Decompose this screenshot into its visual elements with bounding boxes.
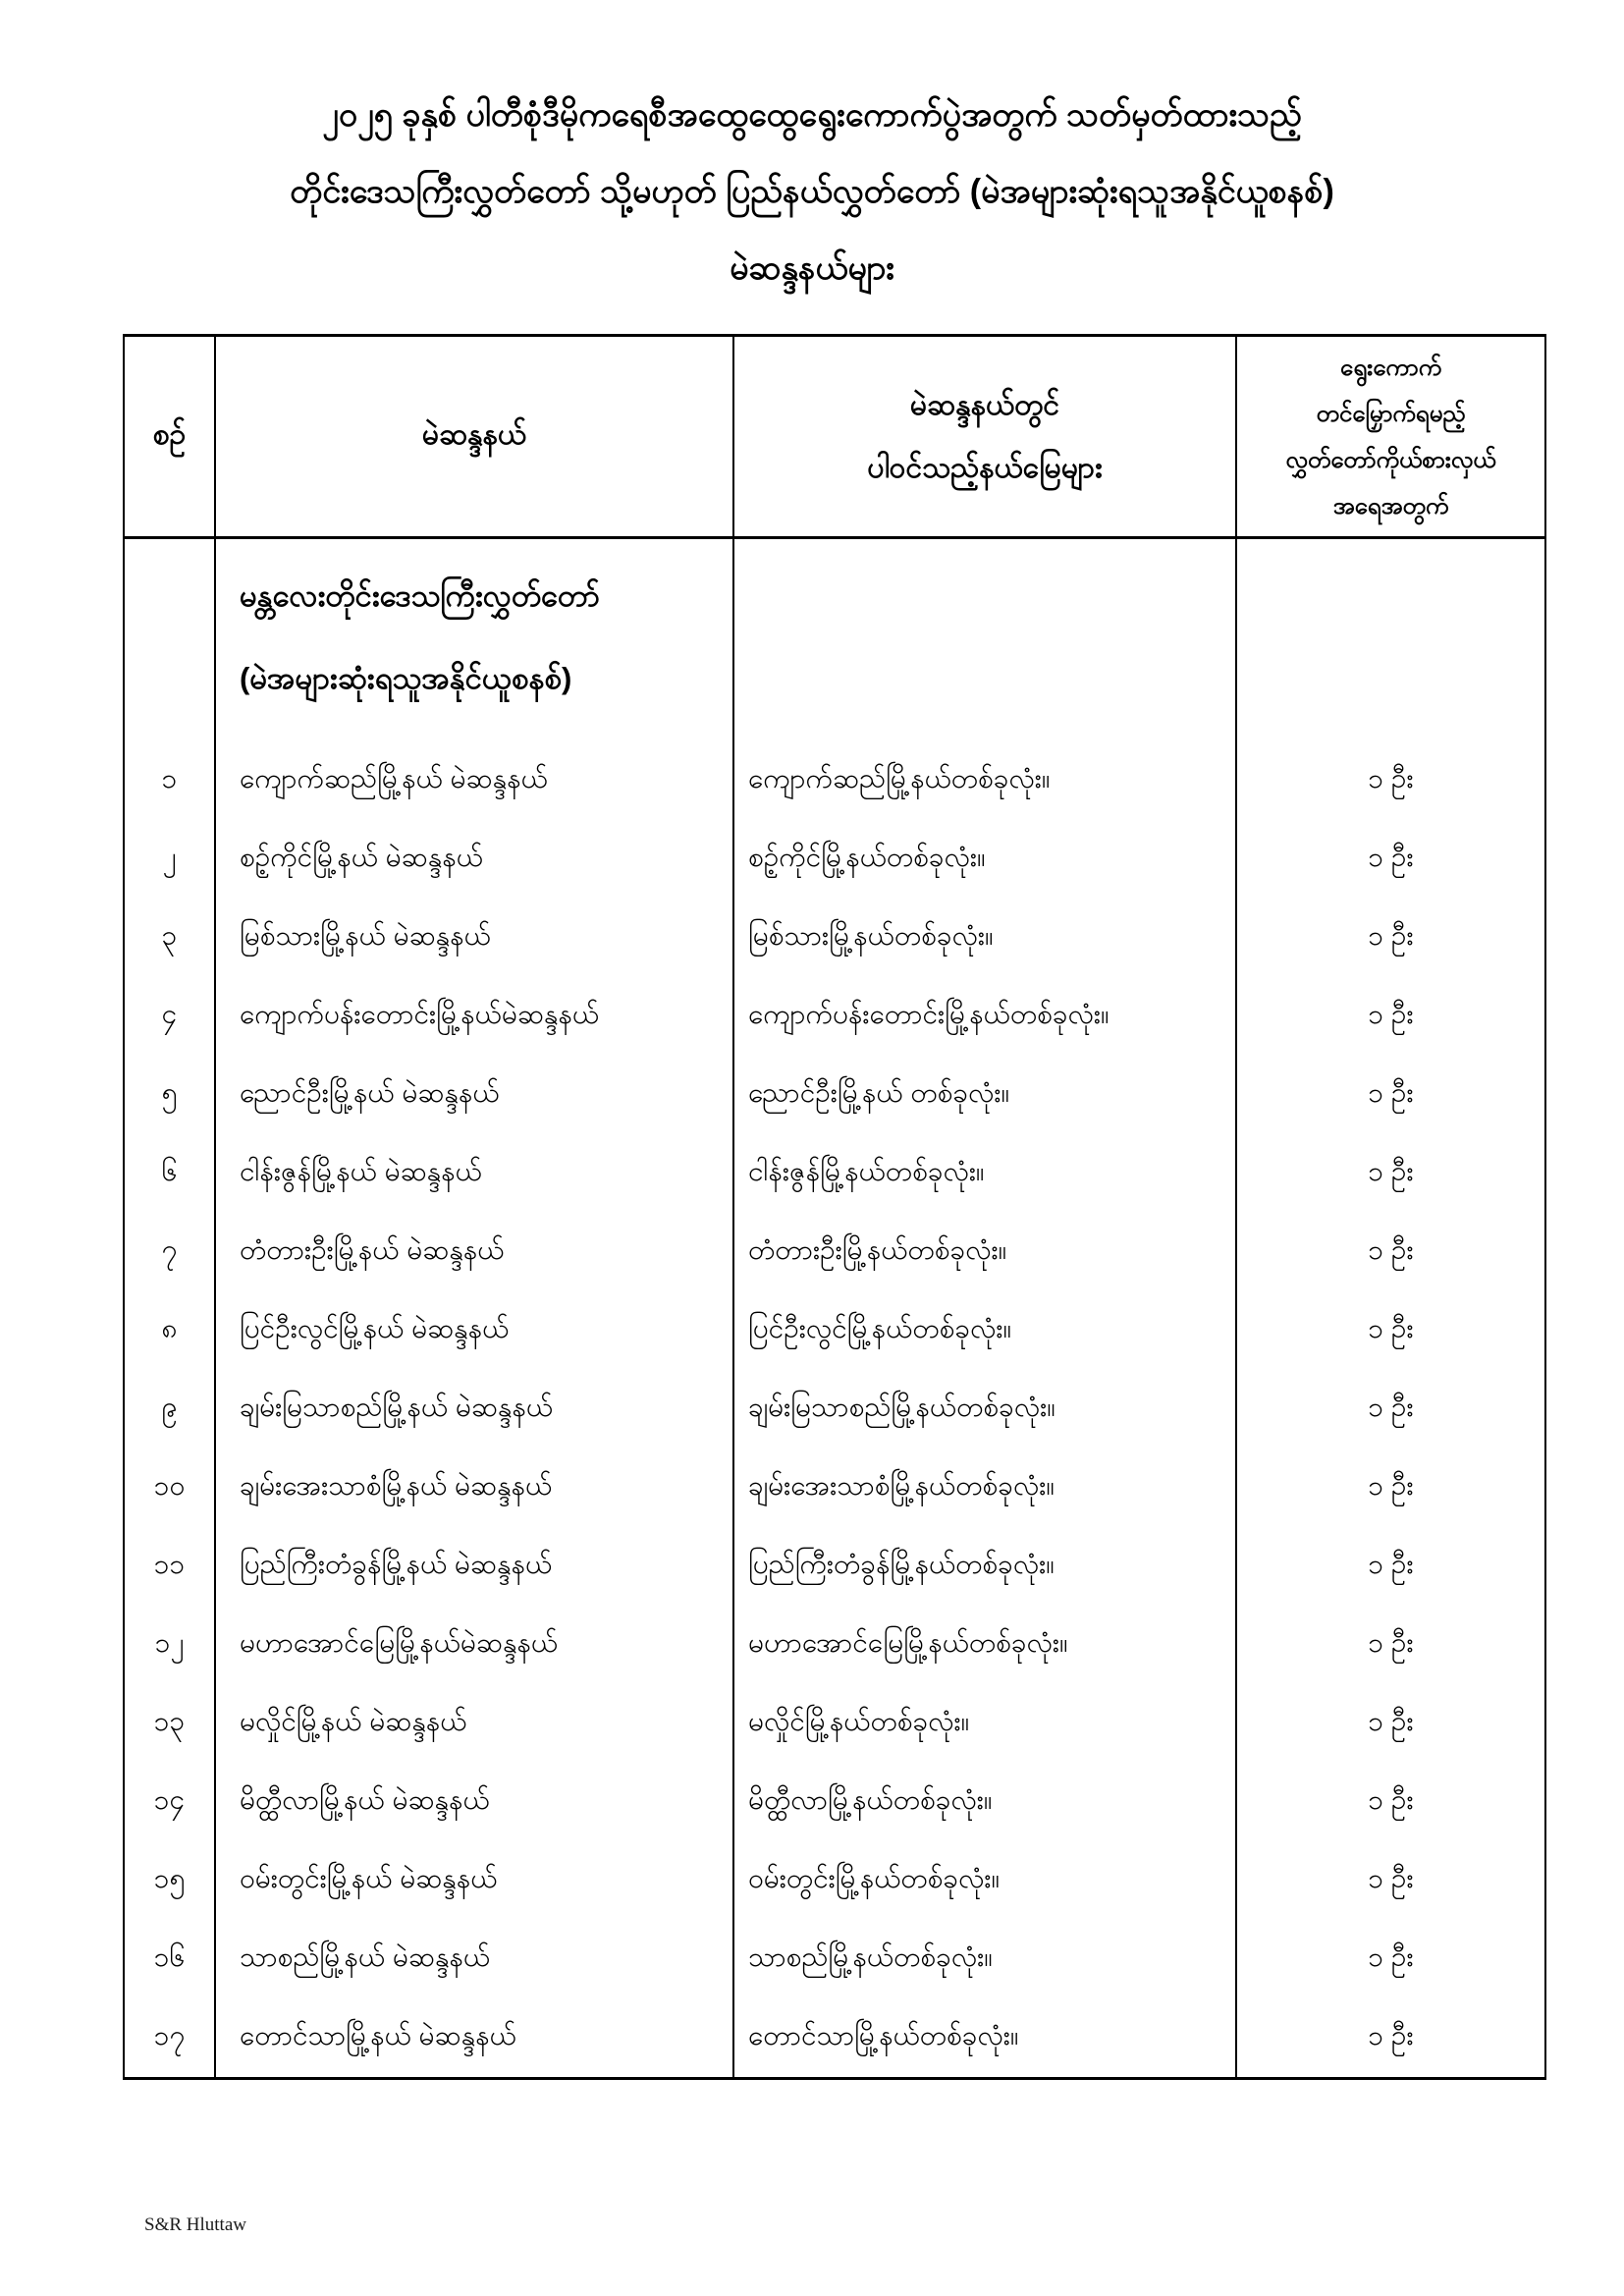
representative-count: ၁ ဦး: [1368, 1156, 1414, 1186]
included-areas-text: မဟာအောင်မြေမြို့နယ်တစ်ခုလုံး။: [748, 1627, 1068, 1658]
representative-count-cell: [1235, 977, 1544, 1056]
row-number: ၁၂: [154, 1627, 185, 1658]
row-number: ၁၇: [153, 2020, 186, 2050]
header-constituency: [214, 337, 732, 539]
representative-count-cell: [1235, 1763, 1544, 1841]
representative-count-cell: [1235, 1370, 1544, 1449]
representative-count: ၁ ဦး: [1368, 842, 1414, 872]
included-areas-text: ဝမ်းတွင်းမြို့နယ်တစ်ခုလုံး။: [748, 1863, 1001, 1893]
representative-count: ၁ ဦး: [1368, 1627, 1414, 1658]
included-areas-text: တောင်သာမြို့နယ်တစ်ခုလုံး။: [748, 2020, 1019, 2050]
constituency-cell: [214, 1370, 732, 1449]
constituency-name: တံတားဦးမြို့နယ် မဲဆန္ဒနယ်: [240, 1234, 505, 1265]
constituency-name: ဝမ်းတွင်းမြို့နယ် မဲဆန္ဒနယ်: [240, 1863, 498, 1893]
section-heading-line1: မန္တလေးတိုင်းဒေသကြီးလွှတ်တော်: [240, 578, 600, 613]
representative-count: ၁ ဦး: [1368, 1470, 1414, 1501]
constituency-cell: [214, 820, 732, 899]
representative-count: ၁ ဦး: [1368, 1077, 1414, 1108]
representative-count-cell: [1235, 1449, 1544, 1527]
header-reps-line4: အရေအတွက်: [1332, 492, 1449, 519]
row-number: ၁၃: [153, 1706, 186, 1736]
section-heading-line2: (မဲအများဆုံးရသူအနိုင်ယူစနစ်): [240, 661, 572, 695]
representative-count: ၁ ဦး: [1368, 1863, 1414, 1893]
constituency-name: ပြည်ကြီးတံခွန်မြို့နယ် မဲဆန္ဒနယ်: [240, 1549, 553, 1579]
representative-count: ၁ ဦး: [1368, 920, 1414, 951]
row-number-cell: [125, 1527, 214, 1606]
representative-count: ၁ ဦး: [1368, 1234, 1414, 1265]
section-heading-areas-cell: [732, 539, 1235, 741]
included-areas-text: ကျောက်ပန်းတောင်းမြို့နယ်တစ်ခုလုံး။: [748, 999, 1110, 1029]
representative-count-cell: [1235, 1684, 1544, 1763]
constituency-cell: [214, 1134, 732, 1213]
representative-count-cell: [1235, 1056, 1544, 1134]
included-areas-cell: [732, 1920, 1235, 1998]
row-number-cell: [125, 1763, 214, 1841]
row-number: ၁၄: [153, 1784, 186, 1815]
constituency-table: [123, 334, 1546, 2080]
representative-count: ၁ ဦး: [1368, 999, 1414, 1029]
included-areas-cell: [732, 1291, 1235, 1370]
constituency-cell: [214, 1056, 732, 1134]
row-number-cell: [125, 1841, 214, 1920]
constituency-cell: [214, 1449, 732, 1527]
row-number-cell: [125, 1213, 214, 1291]
row-number: ၁၀: [153, 1470, 186, 1501]
representative-count: ၁ ဦး: [1368, 1941, 1414, 1972]
title-line-1: ၂၀၂၅ ခုနှစ် ပါတီစုံဒီမိုကရေစီအထွေထွေရွေးကောက်ပွဲအတွက် သတ်မှတ်ထားသည့်: [322, 96, 1302, 134]
included-areas-text: ပြည်ကြီးတံခွန်မြို့နယ်တစ်ခုလုံး။: [748, 1549, 1055, 1579]
header-no: [125, 337, 214, 539]
section-heading: [216, 576, 600, 704]
constituency-name: ပြင်ဦးလွင်မြို့နယ် မဲဆန္ဒနယ်: [240, 1313, 510, 1343]
row-number-cell: [125, 1998, 214, 2077]
row-number: ၁: [161, 763, 178, 793]
row-number: ၃: [161, 920, 178, 951]
section-heading-cell: [214, 539, 732, 741]
row-number-cell: [125, 741, 214, 820]
included-areas-cell: [732, 1213, 1235, 1291]
row-number-cell: [125, 820, 214, 899]
constituency-cell: [214, 1684, 732, 1763]
included-areas-text: မိတ္ထီလာမြို့နယ်တစ်ခုလုံး။: [748, 1784, 993, 1815]
representative-count: ၁ ဦး: [1368, 2020, 1414, 2050]
constituency-cell: [214, 1841, 732, 1920]
constituency-cell: [214, 1527, 732, 1606]
constituency-name: မလှိုင်မြို့နယ် မဲဆန္ဒနယ်: [240, 1706, 467, 1736]
row-number-cell: [125, 1134, 214, 1213]
constituency-cell: [214, 1213, 732, 1291]
constituency-name: စဉ့်ကိုင်မြို့နယ် မဲဆန္ဒနယ်: [240, 842, 483, 872]
header-areas-line1: မဲဆန္ဒနယ်တွင်: [909, 388, 1060, 421]
representative-count-cell: [1235, 1291, 1544, 1370]
title-line-3: မဲဆန္ဒနယ်များ: [730, 249, 894, 287]
row-number: ၉: [161, 1392, 178, 1422]
constituency-cell: [214, 1291, 732, 1370]
header-reps-line2: တင်မြှောက်ရမည့်: [1316, 400, 1466, 427]
row-number-cell: [125, 1684, 214, 1763]
included-areas-cell: [732, 1606, 1235, 1684]
constituency-name: သာစည်မြို့နယ် မဲဆန္ဒနယ်: [240, 1941, 491, 1972]
representative-count-cell: [1235, 1606, 1544, 1684]
row-number-cell: [125, 1920, 214, 1998]
representative-count-cell: [1235, 1527, 1544, 1606]
row-number: ၁၅: [153, 1863, 186, 1893]
representative-count-cell: [1235, 899, 1544, 977]
header-areas: [732, 337, 1235, 539]
constituency-cell: [214, 1763, 732, 1841]
included-areas-cell: [732, 1841, 1235, 1920]
header-reps-line1: ရွေးကောက်: [1339, 354, 1442, 381]
representative-count: ၁ ဦး: [1368, 1784, 1414, 1815]
constituency-cell: [214, 1920, 732, 1998]
constituency-name: မိတ္ထီလာမြို့နယ် မဲဆန္ဒနယ်: [240, 1784, 490, 1815]
included-areas-text: ညောင်ဦးမြို့နယ် တစ်ခုလုံး။: [748, 1077, 1009, 1108]
included-areas-text: ချမ်းမြသာစည်မြို့နယ်တစ်ခုလုံး။: [748, 1392, 1056, 1422]
included-areas-text: စဉ့်ကိုင်မြို့နယ်တစ်ခုလုံး။: [748, 842, 986, 872]
row-number: ၁၆: [153, 1941, 186, 1972]
included-areas-cell: [732, 1998, 1235, 2077]
included-areas-cell: [732, 1449, 1235, 1527]
included-areas-cell: [732, 741, 1235, 820]
header-reps-line3: လွှတ်တော်ကိုယ်စားလှယ်: [1285, 446, 1496, 473]
constituency-name: ချမ်းမြသာစည်မြို့နယ် မဲဆန္ဒနယ်: [240, 1392, 554, 1422]
row-number-cell: [125, 977, 214, 1056]
included-areas-text: တံတားဦးမြို့နယ်တစ်ခုလုံး။: [748, 1234, 1007, 1265]
representative-count-cell: [1235, 820, 1544, 899]
header-areas-line2: ပါဝင်သည့်နယ်မြေများ: [867, 451, 1103, 484]
title-line-2: တိုင်းဒေသကြီးလွှတ်တော် သို့မဟုတ် ပြည်နယ်လွှတ်တော် (မဲအများဆုံးရသူအနိုင်ယူစနစ်): [290, 173, 1334, 210]
header-representatives: [1235, 337, 1544, 539]
row-number-cell: [125, 1606, 214, 1684]
included-areas-cell: [732, 1056, 1235, 1134]
representative-count-cell: [1235, 741, 1544, 820]
included-areas-cell: [732, 1527, 1235, 1606]
included-areas-text: မြစ်သားမြို့နယ်တစ်ခုလုံး။: [748, 920, 994, 951]
included-areas-text: ကျောက်ဆည်မြို့နယ်တစ်ခုလုံး။: [748, 763, 1051, 793]
header-constituency-label: မဲဆန္ဒနယ်: [421, 418, 527, 451]
constituency-name: တောင်သာမြို့နယ် မဲဆန္ဒနယ်: [240, 2020, 516, 2050]
included-areas-text: မလှိုင်မြို့နယ်တစ်ခုလုံး။: [748, 1706, 970, 1736]
section-heading-no-cell: [125, 539, 214, 741]
constituency-name: မဟာအောင်မြေမြို့နယ်မဲဆန္ဒနယ်: [240, 1627, 559, 1658]
row-number: ၈: [161, 1313, 178, 1343]
constituency-name: ငါန်းဇွန်မြို့နယ် မဲဆန္ဒနယ်: [240, 1156, 482, 1186]
included-areas-cell: [732, 1370, 1235, 1449]
included-areas-cell: [732, 820, 1235, 899]
representative-count-cell: [1235, 1213, 1544, 1291]
row-number: ၄: [161, 999, 178, 1029]
representative-count: ၁ ဦး: [1368, 1549, 1414, 1579]
constituency-cell: [214, 899, 732, 977]
section-heading-count-cell: [1235, 539, 1544, 741]
representative-count-cell: [1235, 1998, 1544, 2077]
representative-count: ၁ ဦး: [1368, 1706, 1414, 1736]
row-number: ၂: [162, 842, 177, 872]
included-areas-cell: [732, 1684, 1235, 1763]
row-number: ၅: [161, 1077, 178, 1108]
row-number: ၆: [161, 1156, 178, 1186]
included-areas-cell: [732, 1134, 1235, 1213]
footer-watermark: S&R Hluttaw: [144, 2214, 246, 2235]
representative-count: ၁ ဦး: [1368, 763, 1414, 793]
constituency-cell: [214, 1998, 732, 2077]
header-no-label: စဉ်: [152, 418, 187, 451]
included-areas-cell: [732, 1763, 1235, 1841]
constituency-name: ချမ်းအေးသာစံမြို့နယ် မဲဆန္ဒနယ်: [240, 1470, 553, 1501]
representative-count-cell: [1235, 1920, 1544, 1998]
constituency-name: ကျောက်ပန်းတောင်းမြို့နယ်မဲဆန္ဒနယ်: [240, 999, 600, 1029]
included-areas-text: ပြင်ဦးလွင်မြို့နယ်တစ်ခုလုံး။: [748, 1313, 1011, 1343]
included-areas-text: သာစည်မြို့နယ်တစ်ခုလုံး။: [748, 1941, 993, 1972]
representative-count-cell: [1235, 1134, 1544, 1213]
constituency-name: ညောင်ဦးမြို့နယ် မဲဆန္ဒနယ်: [240, 1077, 500, 1108]
row-number: ၇: [161, 1234, 178, 1265]
included-areas-cell: [732, 899, 1235, 977]
row-number: ၁၁: [153, 1549, 186, 1579]
constituency-cell: [214, 977, 732, 1056]
row-number-cell: [125, 899, 214, 977]
included-areas-text: ချမ်းအေးသာစံမြို့နယ်တစ်ခုလုံး။: [748, 1470, 1055, 1501]
row-number-cell: [125, 1291, 214, 1370]
row-number-cell: [125, 1056, 214, 1134]
constituency-name: မြစ်သားမြို့နယ် မဲဆန္ဒနယ်: [240, 920, 491, 951]
constituency-cell: [214, 741, 732, 820]
representative-count-cell: [1235, 1841, 1544, 1920]
representative-count: ၁ ဦး: [1368, 1313, 1414, 1343]
included-areas-text: ငါန်းဇွန်မြို့နယ်တစ်ခုလုံး။: [748, 1156, 985, 1186]
constituency-cell: [214, 1606, 732, 1684]
included-areas-cell: [732, 977, 1235, 1056]
constituency-name: ကျောက်ဆည်မြို့နယ် မဲဆန္ဒနယ်: [240, 763, 548, 793]
document-title: [0, 77, 1624, 306]
row-number-cell: [125, 1449, 214, 1527]
row-number-cell: [125, 1370, 214, 1449]
representative-count: ၁ ဦး: [1368, 1392, 1414, 1422]
